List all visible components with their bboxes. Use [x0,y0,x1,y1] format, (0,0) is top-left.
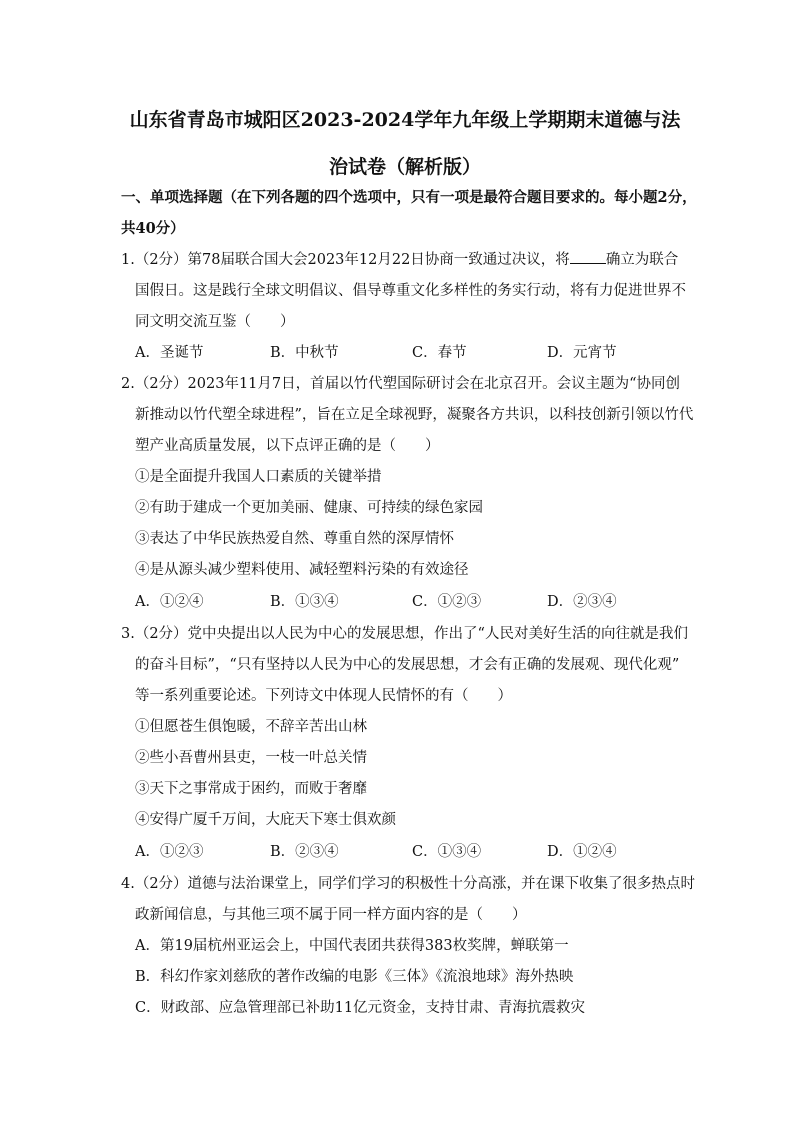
q2-option-b: B．①③④ [270,594,339,610]
q1-answer-blank [570,251,606,264]
q3-item-2: ②些小吾曹州县吏，一枝一叶总关情 [135,750,367,766]
q3-line1: 3.（2分）党中央提出以人民为中心的发展思想，作出了“人民对美好生活的向往就是我们 [121,626,688,642]
q1-line1-end: 确立为联合 [605,252,679,268]
q3-item-4: ④安得广厦千万间，大庇天下寒士俱欢颜 [135,812,396,828]
q2-item-3: ③表达了中华民族热爱自然、尊重自然的深厚情怀 [135,531,454,547]
q1-option-a: A．圣诞节 [135,345,204,361]
section-header-line1: 一、单项选择题（在下列各题的四个选项中，只有一项是最符合题目要求的。每小题2分， [121,189,697,206]
q2-option-a: A．①②④ [135,594,204,610]
q3-line2: 的奋斗目标”，“只有坚持以人民为中心的发展思想，才会有正确的发展观、现代化观” [135,657,680,673]
q3-item-1: ①但愿苍生俱饱暖，不辞辛苦出山林 [135,719,367,735]
q1-line2: 国假日。这是践行全球文明倡议、倡导尊重文化多样性的务实行动，将有力促进世界不 [135,283,686,299]
q1-option-c: C．春节 [412,345,467,361]
q2-line3: 塑产业高质量发展，以下点评正确的是（ ） [135,438,440,454]
q1-option-d: D．元宵节 [547,345,617,361]
q4-line2: 政新闻信息，与其他三项不属于同一样方面内容的是（ ） [135,907,527,923]
exam-title-line2: 治试卷（解析版） [328,156,481,178]
q1-line1 [121,248,684,269]
exam-title-line1: 山东省青岛市城阳区2023-2024学年九年级上学期期末道德与法 [129,109,681,131]
q2-item-4: ④是从源头减少塑料使用、减轻塑料污染的有效途径 [135,562,469,578]
q2-option-c: C．①②③ [412,594,482,610]
q3-option-d: D．①②④ [547,844,617,860]
q2-option-d: D．②③④ [547,594,617,610]
q4-option-c: C．财政部、应急管理部已补助11亿元资金，支持甘肃、青海抗震救灾 [135,1000,586,1016]
q2-line2: 新推动以竹代塑全球进程”，旨在立足全球视野，凝聚各方共识，以科技创新引领以竹代 [135,407,694,423]
q3-option-a: A．①②③ [135,844,204,860]
q2-item-2: ②有助于建成一个更加美丽、健康、可持续的绿色家园 [135,500,483,516]
q2-line1: 2.（2分）2023年11月7日，首届以竹代塑国际研讨会在北京召开。会议主题为“协同创 [121,376,681,392]
q3-option-c: C．①③④ [412,844,482,860]
section-header-line2: 共40分） [121,220,185,237]
q3-option-b: B．②③④ [270,844,339,860]
q1-line3: 同文明交流互鉴（ ） [135,314,295,330]
q4-line1: 4.（2分）道德与法治课堂上，同学们学习的积极性十分高涨，并在课下收集了很多热点时 [121,876,696,892]
q4-option-b: B．科幻作家刘慈欣的著作改编的电影《三体》《流浪地球》海外热映 [135,969,574,985]
q2-item-1: ①是全面提升我国人口素质的关键举措 [135,469,382,485]
q1-option-b: B．中秋节 [270,345,339,361]
q1-line1-start: 1.（2分）第78届联合国大会2023年12月22日协商一致通过决议，将 [121,252,570,268]
q3-line3: 等一系列重要论述。下列诗文中体现人民情怀的有（ ） [135,688,512,704]
q3-item-3: ③天下之事常成于困约，而败于奢靡 [135,781,367,797]
q4-option-a: A．第19届杭州亚运会上，中国代表团共获得383枚奖牌，蝉联第一 [135,938,569,954]
